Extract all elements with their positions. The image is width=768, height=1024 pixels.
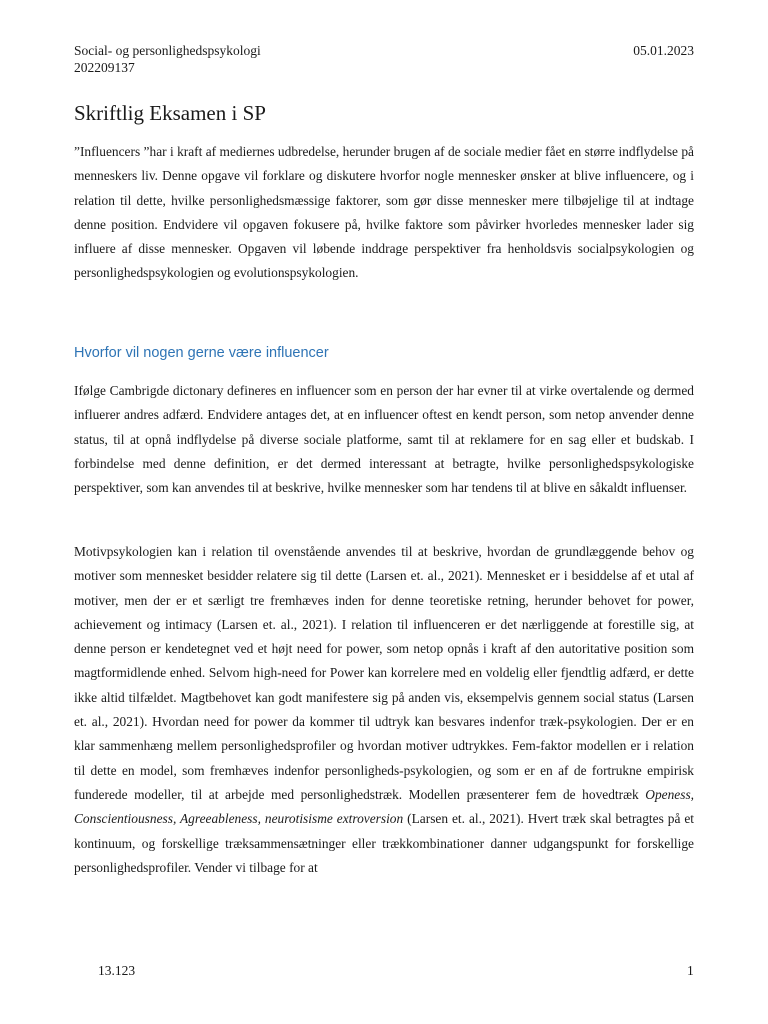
footer-code: 13.123	[98, 963, 136, 978]
paragraph-2-text-end: (Larsen et. al., 2021). Hvert træk skal betragtes på et kontinuum, og forskellige træksammensætninger eller trækkombinationer danner udgangspunkt for forskellige personlighedsprofiler. Vender vi tilbage for at	[74, 811, 695, 875]
paragraph-2-text-start: Motivpsykologien kan i relation til ovenstående anvendes til at beskrive, hvordan de grundlæggende behov og motiver som mennesket besidder relatere sig til dette (Larsen et. al., 2021). Mennesket er i besiddelse af et utal af motiver, men der er et særligt tre fremhæves inden for denne teoretiske retning, herunder behovet for power, achievement og intimacy (Larsen et. al., 2021). I relation til influenceren er det nærliggende at forestille sig, at denne person er kendetegnet ved et højt need for power, som netop opnås i kraft af den autoritative position som magtformidlende enhed. Selvom high-need for Power kan korrelere med en voldelig eller fjendtlig adfærd, er dette ikke altid tilfældet. Magtbehovet kan godt manifestere sig på anden vis, eksempelvis gennem social status (Larsen et. al., 2021). Hvordan need for power da kommer til udtryk kan besvares indenfor træk-psykologien. Der er en klar sammenhæng mellem personlighedsprofiler og hvordan motiver udtrykkes. Fem-faktor modellen er i relation til dette en model, som fremhæves indenfor personligheds-psykologien, og som er en af de fortrukne empirisk funderede modeller, til at arbejde med personlighedstræk. Modellen præsenterer fem de hovedtræk	[74, 544, 694, 802]
document-date: 05.01.2023	[633, 43, 694, 58]
course-name: Social- og personlighedspsykologi	[74, 43, 261, 58]
student-id: 202209137	[74, 60, 135, 75]
body-paragraph-2	[74, 540, 694, 880]
page-number: 1	[687, 963, 694, 978]
section-heading: Hvorfor vil nogen gerne være influencer	[74, 345, 329, 361]
trait-names-italic: Openess, Conscientiousness, Agreeableness, neurotisisme extroversion	[74, 786, 694, 827]
document-title: Skriftlig Eksamen i SP	[74, 101, 266, 125]
intro-paragraph: ”Influencers ”har i kraft af mediernes udbredelse, herunder brugen af de sociale medier fået en større indflydelse på menneskers liv. Denne opgave vil forklare og diskutere hvorfor nogle mennesker ønsker at blive influencere, og i relation til dette, hvilke personlighedsmæssige faktorer, som gør disse mennesker mere tilbøjelige til at indtage denne position. Endvidere vil opgaven fokusere på, hvilke faktore som påvirker hvorledes mennesker lader sig influere af disse mennesker. Opgaven vil løbende inddrage perspektiver fra henholdsvis socialpsykologien og personlighedspsykologien og evolutionspsykologien.	[74, 144, 694, 281]
body-paragraph-1: Ifølge Cambrigde dictonary defineres en influencer som en person der har evner til at virke overtalende og dermed influerer andres adfærd. Endvidere antages det, at en influencer oftest en kendt person, som netop anvender denne status, til at opnå indflydelse på diverse sociale platforme, samt til at reklamere for en sag eller et budskab. I forbindelse med denne definition, er det dermed interessant at betragte, hvilke personlighedspsykologiske perspektiver, som kan anvendes til at beskrive, hvilke mennesker som har tendens til at blive en såkaldt influenser.	[74, 383, 694, 496]
